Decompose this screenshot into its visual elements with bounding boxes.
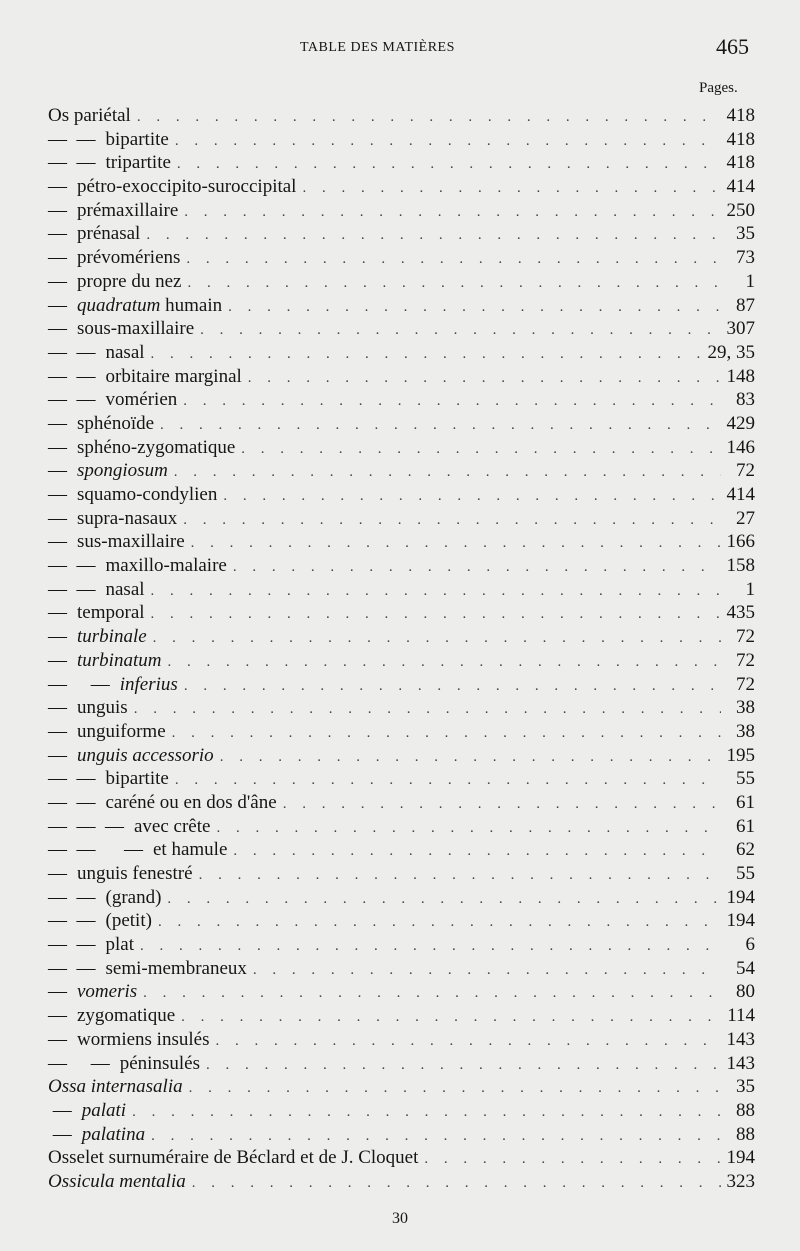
ditto-dashes: — —	[48, 934, 96, 956]
ditto-dashes: —	[48, 318, 67, 340]
index-entry	[48, 1075, 755, 1099]
ditto-dashes: — —	[48, 886, 96, 908]
ditto-dashes: — —	[48, 910, 96, 932]
ditto-dashes: —	[48, 531, 67, 553]
entry-text: spongiosum	[77, 460, 168, 482]
entry-text: maxillo-malaire	[105, 555, 227, 577]
ditto-dashes: —	[48, 1123, 72, 1145]
ditto-dashes: — —	[48, 578, 96, 600]
page-reference: 38	[736, 697, 755, 719]
entry-label	[48, 886, 161, 910]
entry-label	[48, 365, 242, 389]
ditto-dashes: —	[48, 602, 67, 624]
entry-text: Ossa internasalia	[48, 1076, 183, 1098]
entry-label	[48, 317, 194, 341]
entry-label	[48, 530, 185, 554]
page-reference: 429	[726, 412, 755, 434]
entry-label	[48, 625, 147, 649]
index-entry	[48, 459, 755, 483]
ditto-dashes: —	[48, 626, 67, 648]
entry-label	[48, 388, 177, 412]
index-entry	[48, 1123, 755, 1147]
entry-label	[48, 175, 296, 199]
dot-leader	[241, 438, 720, 462]
dot-leader	[158, 911, 721, 935]
ditto-dashes: —	[48, 720, 67, 742]
dot-leader	[206, 1054, 721, 1078]
index-entry	[48, 862, 755, 886]
dot-leader	[153, 627, 721, 651]
index-entry	[48, 1146, 755, 1170]
entry-text: wormiens insulés	[77, 1028, 210, 1050]
index-entry	[48, 649, 755, 673]
entry-label	[48, 909, 152, 933]
entry-text: palati	[81, 1099, 127, 1121]
dot-leader	[151, 603, 721, 627]
page-reference: 88	[736, 1099, 755, 1121]
page-reference: 1	[745, 270, 755, 292]
entry-label	[48, 436, 235, 460]
index-entry	[48, 365, 755, 389]
ditto-dashes: —	[48, 412, 67, 434]
entry-label	[48, 1028, 209, 1052]
index-entry	[48, 175, 755, 199]
entry-label	[48, 507, 177, 531]
page-reference: 72	[736, 460, 755, 482]
dot-leader	[174, 461, 721, 485]
ditto-dashes: — —	[48, 1052, 110, 1074]
entry-label	[48, 980, 137, 1004]
entry-text: tripartite	[105, 152, 171, 174]
index-entry	[48, 625, 755, 649]
page-reference: 143	[726, 1028, 755, 1050]
entry-text: unguis fenestré	[77, 863, 193, 884]
page-reference: 72	[736, 649, 755, 671]
page-reference: 414	[726, 484, 755, 505]
page-reference: 27	[736, 507, 755, 529]
dot-leader	[172, 722, 721, 746]
page-reference: 148	[726, 365, 755, 387]
dot-leader	[220, 746, 721, 770]
page-reference: 35	[736, 1076, 755, 1098]
dot-leader	[233, 556, 721, 580]
index-entry	[48, 601, 755, 625]
dot-leader	[175, 769, 721, 793]
entry-label	[48, 838, 227, 862]
ditto-dashes: —	[48, 1028, 67, 1050]
index-entry	[48, 791, 755, 815]
entry-label	[48, 246, 180, 270]
index-entry	[48, 507, 755, 531]
entry-text: Ossicula mentalia	[48, 1170, 186, 1192]
entry-label	[48, 649, 161, 673]
dot-leader	[283, 793, 721, 817]
page-reference: 323	[726, 1170, 755, 1192]
entry-text: squamo-condylien	[77, 484, 218, 505]
entry-text: avec crête	[134, 815, 211, 837]
page-reference: 88	[736, 1123, 755, 1145]
dot-leader	[183, 509, 721, 533]
entry-label	[48, 1075, 183, 1099]
entry-text: turbinale	[77, 626, 147, 648]
page-reference: 418	[726, 105, 755, 126]
entry-text: unguis accessorio	[77, 744, 214, 766]
entry-text: sous-maxillaire	[77, 318, 195, 340]
page-reference: 80	[736, 981, 755, 1003]
dot-leader	[167, 888, 720, 912]
entry-text: unguiforme	[77, 720, 166, 742]
entry-text: semi-membraneux	[105, 957, 247, 979]
dot-leader	[216, 817, 721, 841]
page-reference: 35	[736, 223, 755, 245]
entry-text: quadratum	[77, 294, 161, 316]
ditto-dashes: — — —	[48, 839, 143, 861]
entry-label	[48, 483, 217, 507]
ditto-dashes: —	[48, 436, 67, 458]
entry-text: temporal	[77, 602, 145, 624]
ditto-dashes: —	[48, 484, 67, 505]
dot-leader	[233, 840, 721, 864]
entry-text: vomeris	[77, 981, 138, 1003]
entry-text: Os pariétal	[48, 105, 131, 126]
ditto-dashes: — —	[48, 389, 96, 411]
page-reference: 62	[736, 839, 755, 861]
entry-text: sphéno-zygomatique	[77, 436, 236, 458]
page-reference: 55	[736, 863, 755, 884]
dot-leader	[151, 343, 702, 367]
page-reference: 166	[726, 531, 755, 553]
index-entry	[48, 294, 755, 318]
page-reference: 158	[726, 555, 755, 577]
ditto-dashes: —	[48, 1005, 67, 1027]
index-entry	[48, 222, 755, 246]
entry-label	[48, 696, 128, 720]
entry-label	[48, 1099, 126, 1123]
page-reference: 38	[736, 720, 755, 742]
index-entry	[48, 436, 755, 460]
ditto-dashes: —	[48, 1099, 72, 1121]
entry-label	[48, 128, 169, 152]
index-entry	[48, 838, 755, 862]
page-number: 465	[716, 34, 749, 59]
entry-label	[48, 459, 168, 483]
index-entry	[48, 128, 755, 152]
dot-leader	[302, 177, 720, 201]
ditto-dashes: — —	[48, 341, 96, 363]
entry-label	[48, 341, 145, 365]
dot-leader	[132, 1101, 721, 1125]
dot-leader	[151, 1125, 721, 1149]
entry-label	[48, 673, 178, 697]
entry-text: et hamule	[153, 839, 228, 861]
page-reference: 418	[726, 152, 755, 174]
page-reference: 195	[726, 744, 755, 766]
ditto-dashes: — —	[48, 957, 96, 979]
entry-label	[48, 815, 210, 839]
entry-label	[48, 933, 134, 957]
ditto-dashes: —	[48, 981, 67, 1003]
entry-label	[48, 222, 140, 246]
entry-text: (petit)	[105, 910, 152, 932]
entry-text: prévomériens	[77, 247, 181, 269]
entry-label	[48, 199, 178, 223]
dot-leader	[137, 106, 721, 130]
entry-text: prémaxillaire	[77, 199, 179, 221]
page-reference: 83	[736, 389, 755, 411]
dot-leader	[183, 390, 721, 414]
page-reference: 194	[726, 910, 755, 932]
index-entry	[48, 246, 755, 270]
index-entry	[48, 815, 755, 839]
entry-text: péninsulés	[119, 1052, 200, 1074]
page-reference: 73	[736, 247, 755, 269]
dot-leader	[192, 1172, 721, 1196]
page-reference: 87	[736, 294, 755, 316]
page-reference: 61	[736, 815, 755, 837]
index-entry	[48, 270, 755, 294]
entry-label	[48, 767, 169, 791]
entry-text: prénasal	[77, 223, 141, 245]
page-reference: 146	[726, 436, 755, 458]
ditto-dashes: —	[48, 863, 67, 884]
entry-label	[48, 601, 145, 625]
index-entry	[48, 1170, 755, 1194]
entry-text: Osselet surnuméraire de Béclard et de J. Cloquet	[48, 1147, 419, 1169]
index-entry	[48, 317, 755, 341]
index-entry	[48, 151, 755, 175]
entry-text-suffix: humain	[160, 294, 223, 316]
entry-text: turbinatum	[77, 649, 162, 671]
dot-leader	[228, 296, 721, 320]
index-entry	[48, 933, 755, 957]
dot-leader	[253, 959, 721, 983]
ditto-dashes: —	[48, 294, 67, 316]
dot-leader	[248, 367, 721, 391]
index-entry	[48, 530, 755, 554]
index-entry	[48, 767, 755, 791]
index-entry	[48, 412, 755, 436]
entry-text: bipartite	[105, 768, 169, 790]
dot-leader	[181, 1006, 721, 1030]
ditto-dashes: —	[48, 697, 67, 719]
index-entry	[48, 1099, 755, 1123]
index-entry	[48, 199, 755, 223]
page-reference: 1	[745, 578, 755, 600]
page-reference: 114	[727, 1005, 755, 1027]
ditto-dashes: — —	[48, 768, 96, 790]
dot-leader	[167, 651, 721, 675]
dot-leader	[134, 698, 721, 722]
printer-signature: 30	[392, 1210, 408, 1227]
entry-label	[48, 862, 193, 886]
ditto-dashes: —	[48, 223, 67, 245]
page-reference: 29, 35	[707, 341, 755, 363]
dot-leader	[177, 153, 721, 177]
index-entry	[48, 554, 755, 578]
entry-text: propre du nez	[77, 270, 182, 292]
dot-leader	[143, 982, 721, 1006]
index-entry	[48, 980, 755, 1004]
entry-text: pétro-exoccipito-suroccipital	[77, 176, 297, 198]
entry-label	[48, 1146, 418, 1170]
entry-text: supra-nasaux	[77, 507, 178, 529]
dot-leader	[187, 272, 721, 296]
page-reference: 194	[726, 1147, 755, 1169]
dot-leader	[151, 580, 721, 604]
entry-label	[48, 1170, 186, 1194]
entry-text: nasal	[105, 578, 145, 600]
page-reference: 55	[736, 768, 755, 790]
dot-leader	[160, 414, 720, 438]
entry-label	[48, 151, 171, 175]
entry-text: orbitaire marginal	[105, 365, 242, 387]
index-entry	[48, 673, 755, 697]
entry-text: plat	[105, 934, 134, 956]
entry-text: caréné ou en dos d'âne	[105, 791, 277, 813]
ditto-dashes: — —	[48, 365, 96, 387]
page-reference: 418	[726, 128, 755, 150]
index-entry	[48, 578, 755, 602]
ditto-dashes: — —	[48, 152, 96, 174]
index-entry	[48, 1052, 755, 1076]
dot-leader	[191, 532, 721, 556]
dot-leader	[140, 935, 721, 959]
entry-text: zygomatique	[77, 1005, 176, 1027]
index-entry	[48, 720, 755, 744]
index-entry	[48, 696, 755, 720]
ditto-dashes: — —	[48, 128, 96, 150]
index-entry	[48, 341, 755, 365]
running-head: TABLE DES MATIÈRES	[300, 40, 455, 55]
entry-text: (grand)	[105, 886, 162, 908]
page-reference: 72	[736, 673, 755, 695]
entry-label	[48, 791, 277, 815]
dot-leader	[186, 248, 721, 272]
index-entry	[48, 744, 755, 768]
dot-leader	[184, 675, 721, 699]
entry-label	[48, 720, 166, 744]
entry-text: nasal	[105, 341, 145, 363]
index-entry	[48, 388, 755, 412]
dot-leader	[424, 1148, 720, 1172]
ditto-dashes: —	[48, 270, 67, 292]
ditto-dashes: — —	[48, 555, 96, 577]
entry-text: vomérien	[105, 389, 178, 411]
dot-leader	[200, 319, 720, 343]
page-reference: 307	[726, 318, 755, 340]
index-entry	[48, 886, 755, 910]
ditto-dashes: —	[48, 247, 67, 269]
dot-leader	[175, 130, 721, 154]
entry-label	[48, 294, 222, 318]
ditto-dashes: —	[48, 507, 67, 529]
index-entry	[48, 909, 755, 933]
entry-text: bipartite	[105, 128, 169, 150]
ditto-dashes: —	[48, 744, 67, 766]
ditto-dashes: — —	[48, 673, 110, 695]
entry-label	[48, 957, 247, 981]
dot-leader	[215, 1030, 720, 1054]
ditto-dashes: — — —	[48, 815, 124, 837]
entry-label	[48, 412, 154, 436]
page-reference: 250	[726, 199, 755, 221]
entry-text: palatina	[81, 1123, 146, 1145]
ditto-dashes: —	[48, 649, 67, 671]
ditto-dashes: —	[48, 460, 67, 482]
page-reference: 54	[736, 957, 755, 979]
entry-label	[48, 1004, 175, 1028]
ditto-dashes: — —	[48, 791, 96, 813]
entry-label	[48, 578, 145, 602]
index-entry-list	[48, 104, 755, 1194]
page-reference: 6	[745, 934, 755, 956]
entry-label	[48, 270, 181, 294]
page-reference: 435	[726, 602, 755, 624]
entry-label	[48, 104, 131, 128]
entry-label	[48, 554, 227, 578]
index-entry	[48, 957, 755, 981]
entry-text: sphénoïde	[77, 412, 155, 434]
dot-leader	[223, 485, 720, 509]
entry-label	[48, 1052, 200, 1076]
index-entry	[48, 1028, 755, 1052]
dot-leader	[146, 224, 721, 248]
entry-label	[48, 744, 214, 768]
index-entry	[48, 1004, 755, 1028]
index-entry	[48, 104, 755, 128]
entry-text: sus-maxillaire	[77, 531, 185, 553]
pages-column-label: Pages.	[699, 80, 738, 96]
page-reference: 143	[726, 1052, 755, 1074]
dot-leader	[184, 201, 720, 225]
page-reference: 194	[726, 886, 755, 908]
dot-leader	[199, 864, 721, 888]
entry-label	[48, 1123, 145, 1147]
entry-text: inferius	[119, 673, 178, 695]
ditto-dashes: —	[48, 176, 67, 198]
index-entry	[48, 483, 755, 507]
ditto-dashes: —	[48, 199, 67, 221]
page-reference: 414	[726, 176, 755, 198]
entry-text: unguis	[77, 697, 128, 719]
page-reference: 61	[736, 791, 755, 813]
dot-leader	[189, 1077, 721, 1101]
page-reference: 72	[736, 626, 755, 648]
